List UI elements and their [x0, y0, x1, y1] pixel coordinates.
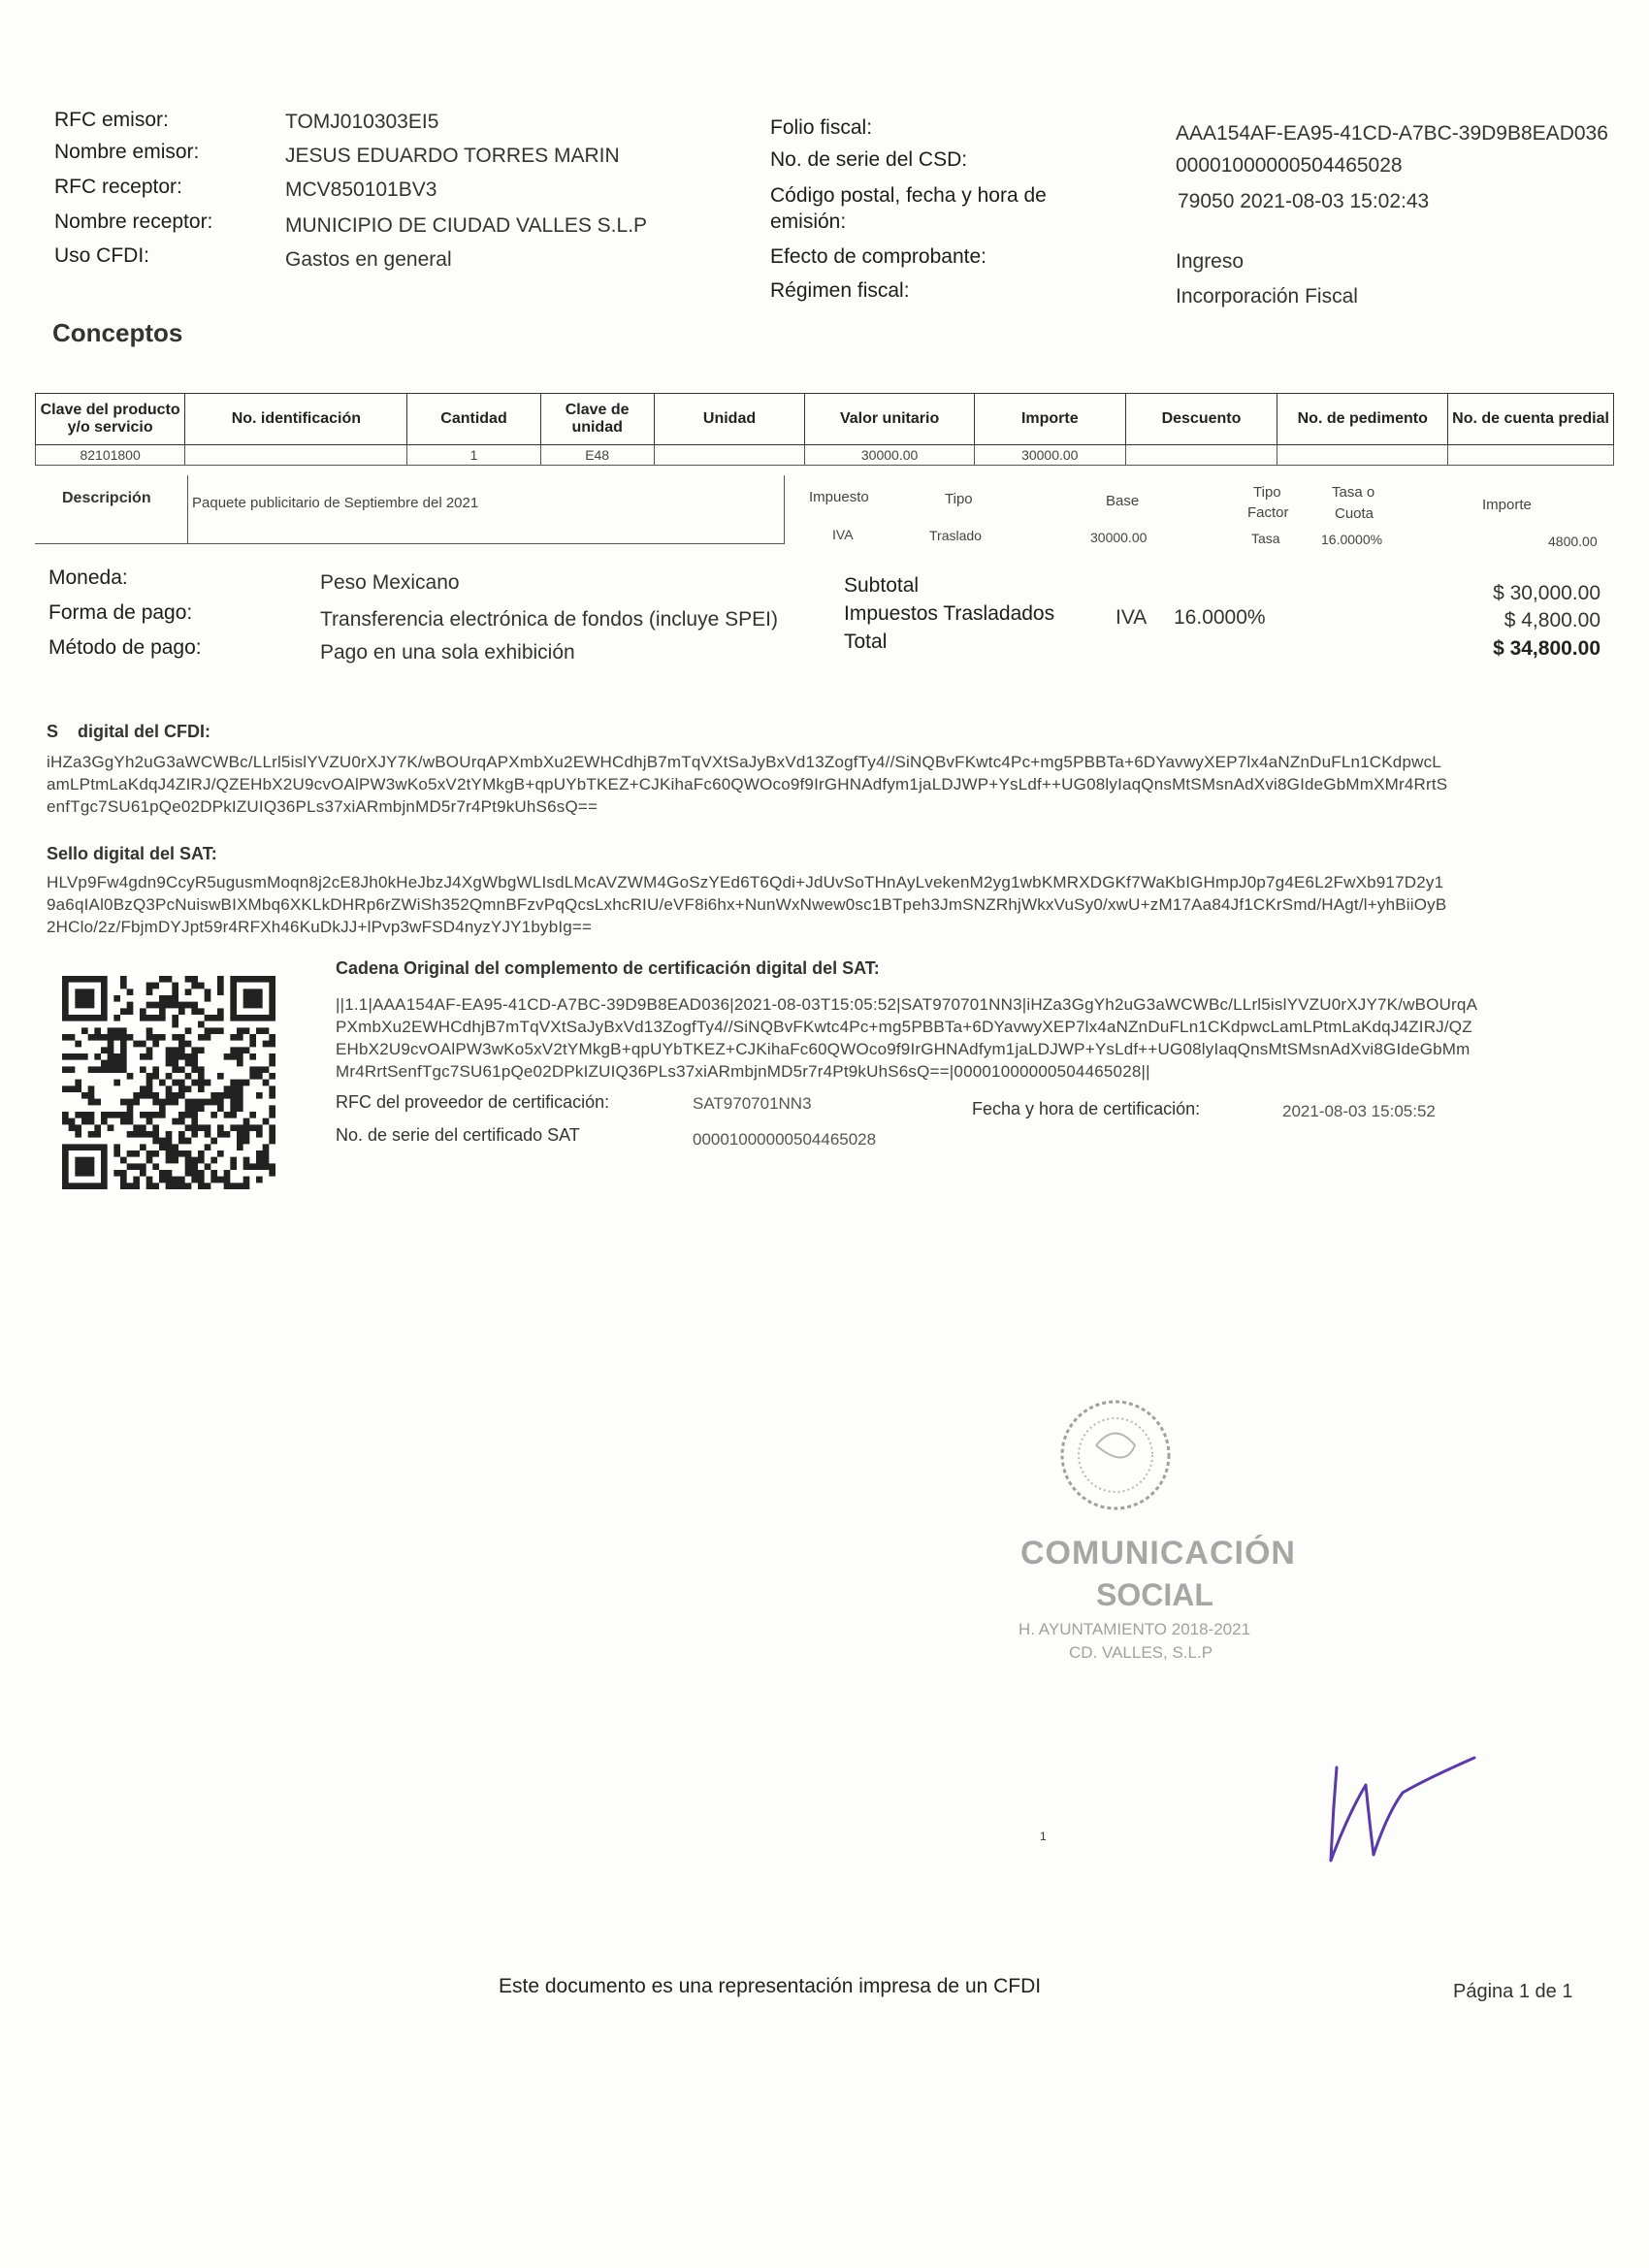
- cadena-line: EHbX2U9cvOAlPW3wKo5xV2tYMkgB+qpUYbTKEZ+CJKihaFc60QWOco9f9IrGHNAdfym1jaLDJWP+YsLdf++UG08lyIaqQnsMtSMsnAdXvi8GIdeGbMm: [336, 1040, 1471, 1058]
- cell-cuenta-predial: [1448, 445, 1614, 466]
- cell-importe: 30000.00: [974, 445, 1125, 466]
- cadena-line: PXmbXu2EWHCdhjB7mTqVXtSaJyBxVd13ZogfTy4//SiNQBvFKwtc4Pc+mg5PBBTa+6DYavwyXEP7lx4aNZnDuFLn1CKdpwcLamLPtmLaKdqJ4ZIRJ/QZ: [336, 1018, 1472, 1036]
- cell-unidad: [654, 445, 804, 466]
- total-value: $ 34,800.00: [1493, 637, 1600, 660]
- folio-fiscal-label: Folio fiscal:: [770, 116, 873, 139]
- col-clave-producto: Clave del producto y/o servicio: [36, 394, 185, 445]
- rfc-emisor-value: TOMJ010303EI5: [285, 111, 439, 133]
- regimen-value: Incorporación Fiscal: [1176, 285, 1358, 308]
- rfc-receptor-value: MCV850101BV3: [285, 178, 437, 201]
- stamp-line-1: COMUNICACIÓN: [1020, 1535, 1296, 1571]
- sello-cfdi-line: enfTgc7SU61pQe02DPkIZUIQ36PLs37xiARmbjnMD5r7r4Pt9kUhS6sQ==: [47, 797, 598, 816]
- cp-fecha-label-1: Código postal, fecha y hora de: [770, 184, 1047, 207]
- sello-cfdi-line: amLPtmLaKdqJ4ZIRJ/QZEHbX2U9cvOAlPW3wKo5xV2tYMkgB+qpUYbTKEZ+CJKihaFc60QWOco9f9IrGHNAdfym1jaLDJWP+YsLdf++UG08lyIaqQnsMtSMsnAdXvi8GIdeGbMmXMr4RrtS: [47, 775, 1448, 794]
- efecto-label: Efecto de comprobante:: [770, 245, 986, 268]
- description-divider: [187, 475, 188, 543]
- impuestos-label: Impuestos Trasladados: [844, 602, 1055, 625]
- tax-header-importe: Importe: [1482, 497, 1532, 513]
- col-unidad: Unidad: [654, 394, 804, 445]
- folio-fiscal-value: AAA154AF-EA95-41CD-A7BC-39D9B8EAD036: [1176, 122, 1608, 145]
- cadena-line: Mr4RrtSenfTgc7SU61pQe02DPkIZUIQ36PLs37xiARmbjnMD5r7r4Pt9kUhS6sQ==|00001000000504465028||: [336, 1062, 1150, 1081]
- col-clave-unidad: Clave de unidad: [540, 394, 654, 445]
- descripcion-value: Paquete publicitario de Septiembre del 2021: [192, 495, 479, 511]
- subtotal-value: $ 30,000.00: [1493, 582, 1600, 604]
- tax-header-tipo-factor-2: Factor: [1247, 504, 1289, 521]
- iva-value: $ 4,800.00: [1504, 609, 1600, 632]
- sello-sat-line: HLVp9Fw4gdn9CcyR5ugusmMoqn8j2cE8Jh0kHeJbzJ4XgWbgWLIsdLMcAVZWM4GoSzYEd6T6Qdi+JdUvSoTHnAyLvekenM2yg1wbKMRXDGKf7WaKbIGHmpJ0p7g4E6L2FwXb917D2y1: [47, 873, 1444, 891]
- subtotal-label: Subtotal: [844, 574, 920, 597]
- tax-tasa-value: 16.0000%: [1321, 532, 1383, 547]
- stamp-line-4: CD. VALLES, S.L.P: [1069, 1643, 1213, 1662]
- efecto-value: Ingreso: [1176, 250, 1245, 273]
- col-cantidad: Cantidad: [407, 394, 540, 445]
- moneda-label: Moneda:: [48, 567, 128, 589]
- cell-descuento: [1125, 445, 1277, 466]
- sello-sat-text: [47, 871, 1614, 938]
- nombre-receptor-label: Nombre receptor:: [54, 211, 213, 233]
- rfc-proveedor-value: SAT970701NN3: [693, 1094, 812, 1113]
- cell-no-identificacion: [185, 445, 407, 466]
- cell-no-pedimento: [1277, 445, 1448, 466]
- footer-note: Este documento es una representación impresa de un CFDI: [499, 1975, 1042, 1997]
- tax-header-tasa-1: Tasa o: [1332, 484, 1375, 501]
- tax-header-tipo-factor-1: Tipo: [1253, 484, 1281, 501]
- tax-tipo-value: Traslado: [929, 528, 982, 543]
- fecha-certificacion-value: 2021-08-03 15:05:52: [1282, 1102, 1436, 1120]
- tax-importe-value: 4800.00: [1548, 534, 1598, 549]
- nombre-emisor-label: Nombre emisor:: [54, 141, 200, 163]
- metodo-pago-value: Pago en una sola exhibición: [320, 641, 575, 664]
- col-no-pedimento: No. de pedimento: [1277, 394, 1448, 445]
- nombre-receptor-value: MUNICIPIO DE CIUDAD VALLES S.L.P: [285, 214, 648, 237]
- cell-valor-unitario: 30000.00: [805, 445, 975, 466]
- conceptos-title: Conceptos: [52, 318, 183, 347]
- sello-cfdi-label: S digital del CFDI:: [47, 722, 211, 741]
- col-importe: Importe: [974, 394, 1125, 445]
- cell-clave-producto: 82101800: [36, 445, 185, 466]
- forma-pago-value: Transferencia electrónica de fondos (incluye SPEI): [320, 608, 778, 631]
- serie-csd-label: No. de serie del CSD:: [770, 148, 968, 171]
- rfc-receptor-label: RFC receptor:: [54, 176, 182, 198]
- forma-pago-label: Forma de pago:: [48, 601, 193, 624]
- regimen-label: Régimen fiscal:: [770, 279, 910, 302]
- fecha-certificacion-label: Fecha y hora de certificación:: [972, 1099, 1201, 1118]
- cadena-text: [336, 993, 1614, 1083]
- sello-sat-line: 9a6qIAl0BzQ3PcNuiswBIXMbq6XKLkDHRp6rZWiSh352QmnBFzvPqQcsLxhcRIU/eVF8i6hx+NunWxNwew0sc1BTpeh3JmSNZRhjWkxVuSy0/xwU+zM17Aa84Jf1CKrSmd/HAgt/l+yhBiiOyB: [47, 895, 1447, 914]
- col-descuento: Descuento: [1125, 394, 1277, 445]
- sello-cfdi-text: [47, 751, 1614, 818]
- signature-icon: [1319, 1746, 1484, 1872]
- cadena-label: Cadena Original del complemento de certificación digital del SAT:: [336, 958, 880, 978]
- tax-header-tasa-2: Cuota: [1335, 505, 1374, 522]
- tax-impuesto-value: IVA: [832, 527, 854, 542]
- total-label: Total: [844, 631, 888, 653]
- table-row: [36, 445, 1614, 466]
- rfc-emisor-label: RFC emisor:: [54, 109, 169, 131]
- stamp-line-3: H. AYUNTAMIENTO 2018-2021: [1018, 1620, 1251, 1638]
- iva-label: IVA: [1116, 606, 1148, 629]
- page-number: Página 1 de 1: [1453, 1981, 1573, 2002]
- metodo-pago-label: Método de pago:: [48, 636, 202, 659]
- qr-code-icon: [62, 976, 275, 1189]
- col-cuenta-predial: No. de cuenta predial: [1448, 394, 1614, 445]
- rfc-proveedor-label: RFC del proveedor de certificación:: [336, 1092, 610, 1112]
- iva-rate: 16.0000%: [1174, 606, 1266, 629]
- col-no-identificacion: No. identificación: [185, 394, 407, 445]
- sello-sat-label: Sello digital del SAT:: [47, 844, 217, 863]
- uso-cfdi-label: Uso CFDI:: [54, 244, 150, 267]
- table-header-row: [36, 394, 1614, 445]
- municipal-stamp: [1009, 1387, 1300, 1678]
- cell-cantidad: 1: [407, 445, 540, 466]
- tax-header-impuesto: Impuesto: [809, 489, 869, 505]
- tax-base-value: 30000.00: [1090, 530, 1148, 545]
- col-valor-unitario: Valor unitario: [805, 394, 975, 445]
- serie-sat-label: No. de serie del certificado SAT: [336, 1125, 580, 1145]
- cadena-line: ||1.1|AAA154AF-EA95-41CD-A7BC-39D9B8EAD036|2021-08-03T15:05:52|SAT970701NN3|iHZa3GgYh2uG3aWCWBc/LLrl5islYVZU0rXJY7K/wBOUrqA: [336, 995, 1478, 1014]
- moneda-value: Peso Mexicano: [320, 571, 460, 594]
- cp-fecha-value: 79050 2021-08-03 15:02:43: [1178, 190, 1430, 212]
- stamp-line-2: SOCIAL: [1096, 1577, 1213, 1612]
- sello-cfdi-line: iHZa3GgYh2uG3aWCWBc/LLrl5islYVZU0rXJY7K/wBOUrqAPXmbXu2EWHCdhjB7mTqVXtSaJyBxVd13ZogfTy4//SiNQBvFKwtc4Pc+mg5PBBTa+6DYavwyXEP7lx4aNZnDuFLn1CKdpwcL: [47, 753, 1441, 771]
- sello-sat-line: 2HClo/2z/FbjmDYJpt59r4RFXh46KuDkJJ+lPvp3wFSD4nyzYJY1bybIg==: [47, 918, 593, 936]
- tax-header-base: Base: [1106, 493, 1140, 509]
- nombre-emisor-value: JESUS EDUARDO TORRES MARIN: [285, 145, 620, 167]
- cell-clave-unidad: E48: [540, 445, 654, 466]
- page-mark: 1: [1040, 1830, 1047, 1843]
- cp-fecha-label-2: emisión:: [770, 211, 847, 233]
- serie-csd-value: 00001000000504465028: [1176, 154, 1403, 177]
- descripcion-label: Descripción: [62, 490, 151, 506]
- uso-cfdi-value: Gastos en general: [285, 248, 452, 271]
- concepts-table: [35, 393, 1614, 466]
- tax-header-tipo: Tipo: [945, 491, 973, 507]
- tax-factor-value: Tasa: [1251, 531, 1280, 546]
- serie-sat-value: 00001000000504465028: [693, 1130, 877, 1149]
